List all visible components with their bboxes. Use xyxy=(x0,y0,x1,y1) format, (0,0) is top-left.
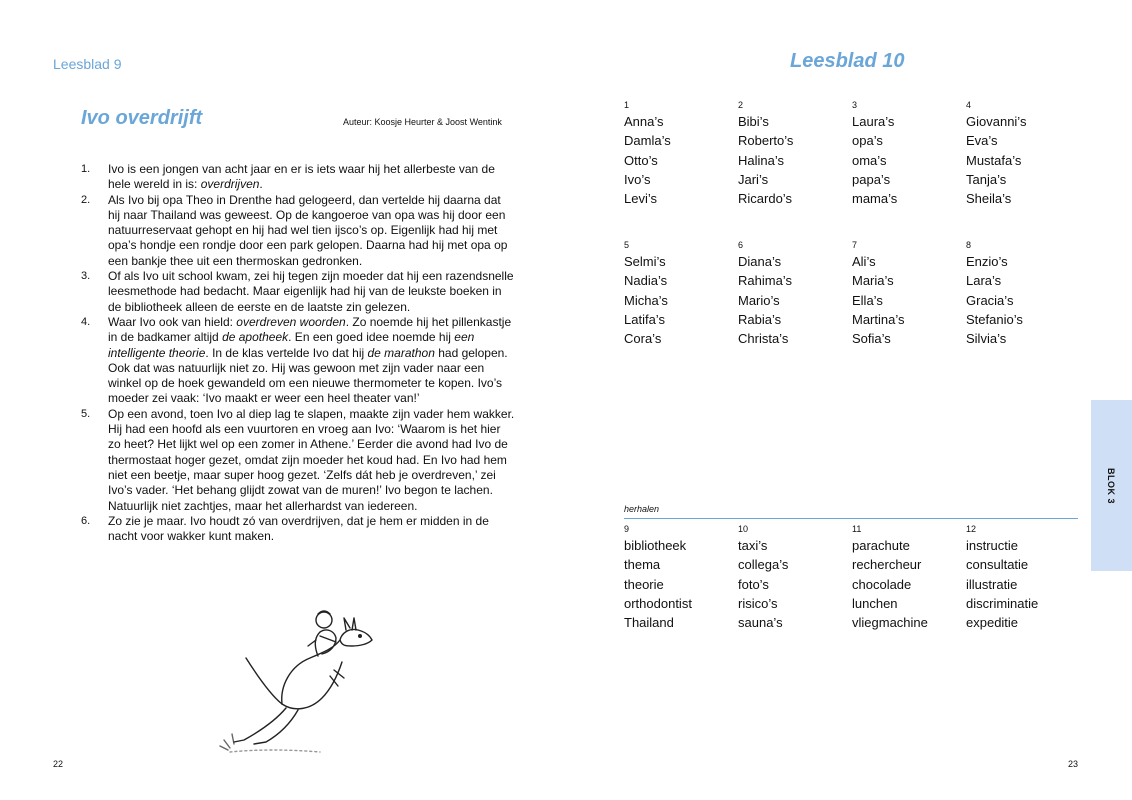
word-item: Thailand xyxy=(624,615,674,631)
word-item: bibliotheek xyxy=(624,538,687,553)
leesblad-10-header: Leesblad 10 xyxy=(790,50,905,72)
text-run: Op een avond, toen Ivo al diep lag te slapen, maakte zijn vader hem wakker. Hij had een hoofd als een vuurtoren en vroeg aan Ivo: ‘Waarom is het hier zo heet? Het lijkt wel op een zomer in Athene.’ Eerder die avond had Ivo de thermostaat hoger gezet, omdat zijn moeder het koud had. En Ivo had hem niet een beetje, maar super hoog gezet. ‘Zelfs dát heb je overdreven,’ zei Ivo’s vader. ‘Het behang glijdt zowat van de muren!’ Ivo begon te lachen. Natuurlijk niet zachtjes, maar het allerhardst van iedereen. xyxy=(108,406,515,513)
column-number: 10 xyxy=(738,524,749,534)
word-item: sauna’s xyxy=(738,615,783,631)
word-item: Selmi’s xyxy=(624,254,666,269)
word-column xyxy=(966,239,1084,348)
kangaroo-with-boy-illustration xyxy=(210,600,390,760)
word-item: thema xyxy=(624,557,661,573)
word-item: Eva’s xyxy=(966,133,998,149)
story-paragraph xyxy=(81,193,515,269)
word-item: Giovanni’s xyxy=(966,114,1027,129)
paragraph-text xyxy=(108,269,515,315)
word-item: Sofia’s xyxy=(852,331,891,347)
word-item: Bibi’s xyxy=(738,114,769,129)
word-column xyxy=(624,239,738,348)
word-column xyxy=(738,239,852,348)
paragraph-number: 1. xyxy=(81,163,91,175)
word-item: Sheila’s xyxy=(966,191,1012,207)
leesblad-9-header: Leesblad 9 xyxy=(53,56,122,72)
paragraph-text xyxy=(108,315,515,407)
word-column xyxy=(852,99,966,208)
column-number: 4 xyxy=(966,100,972,110)
author-credit: Auteur: Koosje Heurter & Joost Wentink xyxy=(343,117,502,127)
paragraph-text xyxy=(108,193,515,269)
herhalen-label: herhalen xyxy=(624,504,660,514)
story-paragraph xyxy=(81,407,515,514)
word-grid-middle xyxy=(624,239,1084,348)
word-item: foto’s xyxy=(738,576,769,592)
word-column xyxy=(624,523,738,632)
paragraph-number: 6. xyxy=(81,514,91,527)
word-item: orthodontist xyxy=(624,595,692,611)
word-item: Jari’s xyxy=(738,171,769,187)
word-item: Ali’s xyxy=(852,254,876,269)
word-item: Latifa’s xyxy=(624,311,665,327)
word-column xyxy=(852,523,966,632)
story-paragraphs xyxy=(81,162,515,544)
story-paragraph xyxy=(81,514,515,545)
word-item: Enzio’s xyxy=(966,254,1008,269)
column-number: 11 xyxy=(852,524,862,534)
word-item: oma’s xyxy=(852,152,887,168)
paragraph-text xyxy=(108,407,515,514)
text-run: Zo zie je maar. Ivo houdt zó van overdrijven, dat je hem er midden in de nacht voor wakker kunt maken. xyxy=(108,513,489,544)
word-item: Ivo’s xyxy=(624,171,651,187)
word-item: rechercheur xyxy=(852,557,922,573)
word-item: lunchen xyxy=(852,595,898,611)
text-run: . xyxy=(259,177,263,192)
word-item: Levi’s xyxy=(624,191,658,207)
word-item: Ella’s xyxy=(852,292,883,308)
text-run: Of als Ivo uit school kwam, zei hij tegen zijn moeder dat hij een razendsnelle leesmethode had bedacht. Maar eigenlijk had hij van de leukste boeken in de bibliotheek alleen de eerste en de laatste zin gelezen. xyxy=(108,269,514,314)
text-run: Als Ivo bij opa Theo in Drenthe had gelogeerd, dan vertelde hij daarna dat hij naar Thailand was geweest. Op de kangoeroe van opa was hij door een natuurreservaat gehopt en hij had wel tien ijsco’s op. Eigenlijk had hij met opa’s hondje een rondje door een park gelopen. Daarna had hij met opa op een bankje thee uit een thermoskan gedronken. xyxy=(108,192,508,268)
word-item: Diana’s xyxy=(738,254,782,269)
word-item: Rahima’s xyxy=(738,273,792,289)
italic-phrase: een intelligente theorie xyxy=(108,330,475,360)
word-item: collega’s xyxy=(738,557,789,573)
story-title: Ivo overdrijft xyxy=(81,107,203,129)
paragraph-number: 2. xyxy=(81,193,91,206)
text-run: had gelopen. Ook dat was natuurlijk niet zo. Hij was gewoon met zijn vader naar een winkel op de hoek gewandeld om een nieuwe thermometer te kopen. Ivo’s moeder zei vaak: ‘Ivo maakt er weer een heel theater van!’ xyxy=(108,345,508,406)
word-item: Christa’s xyxy=(738,331,789,347)
word-grid-herhalen xyxy=(624,523,1084,632)
paragraph-number: 5. xyxy=(81,407,91,420)
word-item: risico’s xyxy=(738,595,778,611)
word-item: discriminatie xyxy=(966,595,1039,611)
word-item: Lara’s xyxy=(966,273,1002,289)
italic-phrase: de marathon xyxy=(367,345,435,360)
column-number: 7 xyxy=(852,240,858,250)
word-item: Stefanio’s xyxy=(966,311,1023,327)
text-run: Ivo is een jongen van acht jaar en er is iets waar hij het allerbeste van de hele wereld in is: xyxy=(108,162,495,192)
paragraph-text xyxy=(108,514,515,545)
word-item: chocolade xyxy=(852,576,912,592)
word-item: Maria’s xyxy=(852,273,894,289)
italic-phrase: de apotheek xyxy=(222,330,289,345)
story-paragraph xyxy=(81,162,515,193)
word-item: Laura’s xyxy=(852,114,895,129)
word-item: Otto’s xyxy=(624,152,658,168)
word-item: Halina’s xyxy=(738,152,785,168)
word-item: Nadia’s xyxy=(624,273,668,289)
word-item: Micha’s xyxy=(624,292,668,308)
word-item: illustratie xyxy=(966,576,1018,592)
word-column xyxy=(852,239,966,348)
italic-phrase: overdrijven xyxy=(200,177,260,192)
column-number: 9 xyxy=(624,524,630,534)
word-column xyxy=(966,523,1084,632)
column-number: 1 xyxy=(624,100,630,110)
column-number: 2 xyxy=(738,100,744,110)
page-number-left: 22 xyxy=(53,759,64,769)
word-item: Cora’s xyxy=(624,331,662,347)
word-column xyxy=(966,99,1084,208)
word-item: expeditie xyxy=(966,615,1019,631)
word-item: consultatie xyxy=(966,557,1029,573)
word-item: Martina’s xyxy=(852,311,905,327)
word-item: theorie xyxy=(624,576,664,592)
word-item: Gracia’s xyxy=(966,292,1014,308)
word-column xyxy=(738,523,852,632)
word-item: Ricardo’s xyxy=(738,191,792,207)
story-paragraph xyxy=(81,269,515,315)
word-item: instructie xyxy=(966,538,1019,553)
word-item: Roberto’s xyxy=(738,133,794,149)
word-item: Damla’s xyxy=(624,133,671,149)
column-number: 12 xyxy=(966,524,977,534)
column-number: 5 xyxy=(624,240,630,250)
text-run: . En een goed idee noemde hij xyxy=(288,330,455,345)
word-item: opa’s xyxy=(852,133,883,149)
blok-side-tab-label: BLOK 3 xyxy=(1106,467,1117,504)
word-item: papa’s xyxy=(852,171,891,187)
word-item: Anna’s xyxy=(624,114,664,129)
column-number: 3 xyxy=(852,100,858,110)
text-run: Waar Ivo ook van hield: xyxy=(108,314,237,329)
column-number: 6 xyxy=(738,240,744,250)
paragraph-number: 4. xyxy=(81,315,91,328)
page-number-right: 23 xyxy=(1068,759,1079,769)
text-run: . In de klas vertelde Ivo dat hij xyxy=(205,345,368,360)
word-item: Mario’s xyxy=(738,292,780,308)
word-item: taxi’s xyxy=(738,538,768,553)
paragraph-text xyxy=(108,162,515,193)
word-column xyxy=(624,99,738,208)
herhalen-divider xyxy=(624,518,1078,519)
story-paragraph xyxy=(81,315,515,407)
word-item: Tanja’s xyxy=(966,171,1007,187)
word-item: Mustafa’s xyxy=(966,152,1022,168)
word-item: Rabia’s xyxy=(738,311,782,327)
word-column xyxy=(738,99,852,208)
word-item: Silvia’s xyxy=(966,331,1007,347)
word-grid-top xyxy=(624,99,1084,208)
word-item: mama’s xyxy=(852,191,898,207)
word-item: parachute xyxy=(852,538,910,553)
italic-phrase: overdreven woorden xyxy=(236,314,346,329)
text-run: . Zo noemde hij het pillenkastje in de badkamer altijd xyxy=(108,314,512,345)
paragraph-number: 3. xyxy=(81,270,91,283)
column-number: 8 xyxy=(966,240,972,250)
word-item: vliegmachine xyxy=(852,615,928,631)
